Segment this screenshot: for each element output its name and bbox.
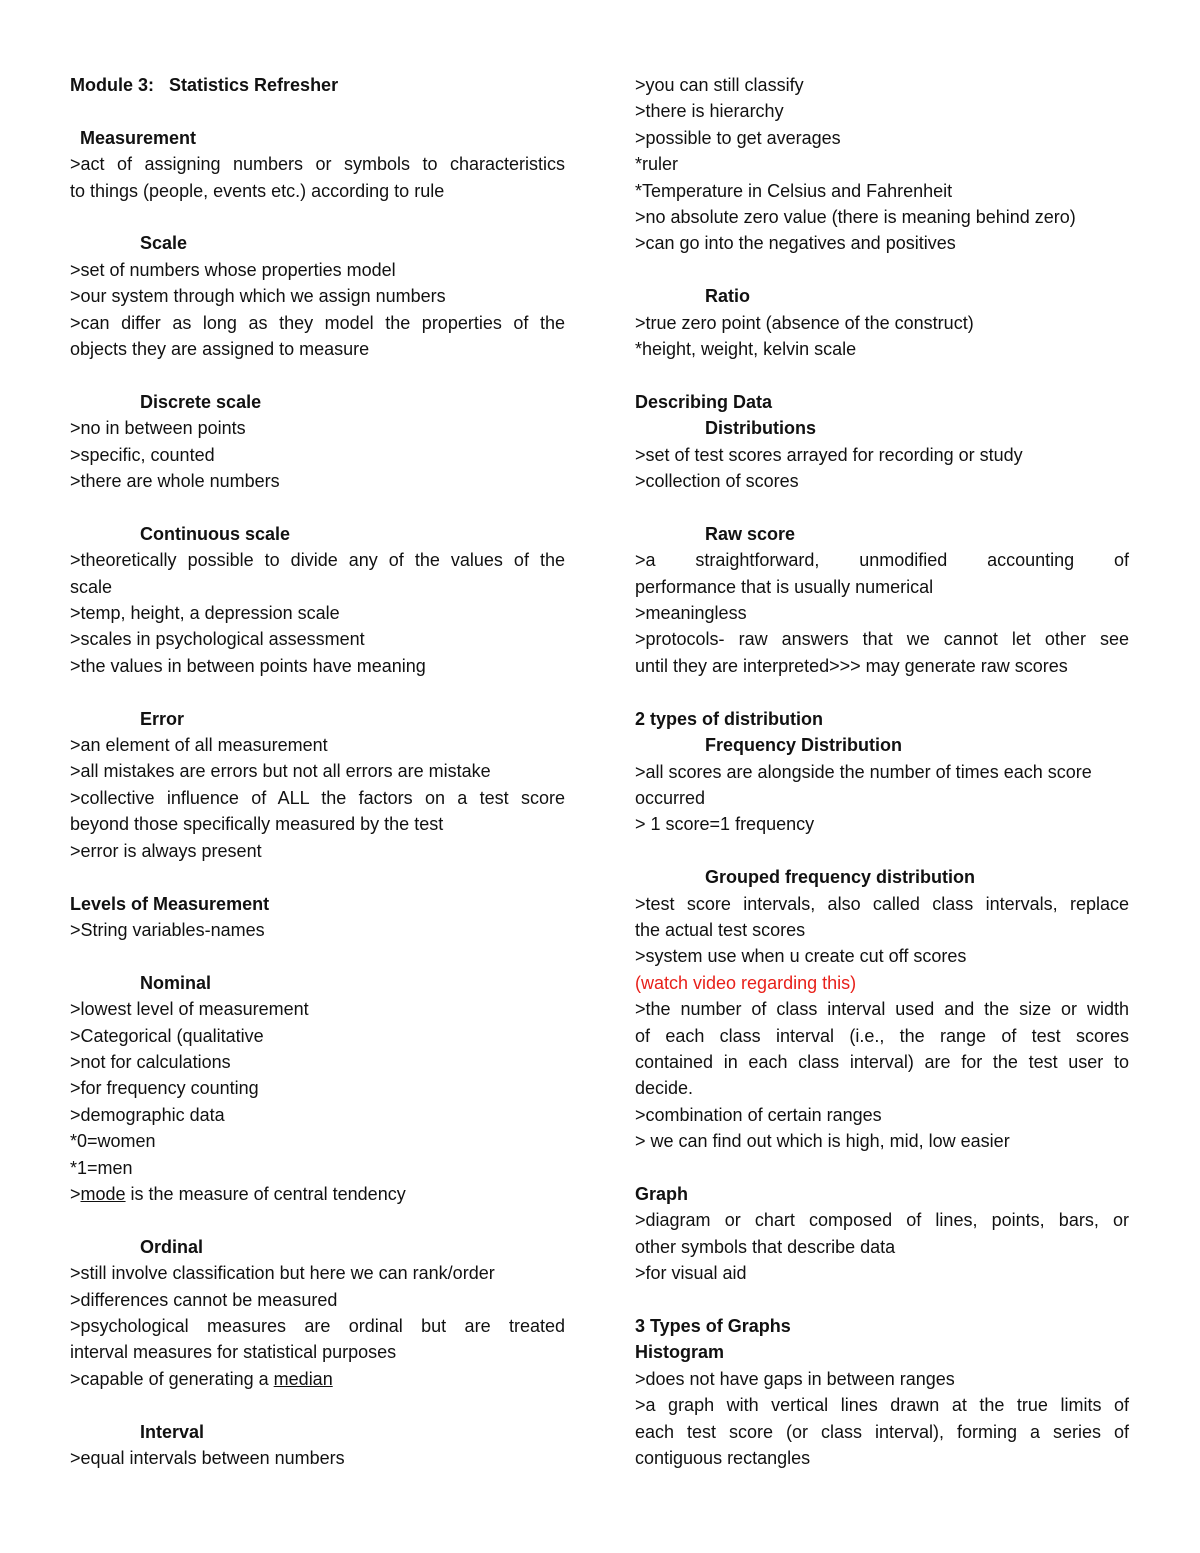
text-line: contiguous rectangles [635,1448,811,1469]
text-line: >demographic data [70,1104,225,1125]
text-line: >no in between points [70,418,246,439]
text-line: >lowest level of measurement [70,999,309,1020]
text-line: >you can still classify [635,75,804,95]
text-line-median [70,1366,565,1392]
text-line: >collection of scores [635,471,799,492]
text-line: >a graph with vertical lines drawn at the true limits of [635,1395,1129,1416]
text-line: >protocols- raw answers that we cannot let other see [635,629,1129,650]
subheading-frequency-distribution: Frequency Distribution [705,735,903,756]
text-line: >psychological measures are ordinal but are treated [70,1315,565,1336]
text-line: >set of test scores arrayed for recording or study [635,444,1023,465]
text-line: until they are interpreted>>> may generate raw scores [635,655,1068,676]
text-line: >Categorical (qualitative [70,1025,264,1046]
text-line: of each class interval (i.e., the range of test scores [635,1025,1129,1046]
text-line: >our system through which we assign numbers [70,286,446,307]
text-line: >meaningless [635,603,747,624]
heading-interval: Interval [140,1421,205,1442]
text-fragment: >capable of generating a [70,1368,274,1389]
heading-discrete-scale: Discrete scale [140,391,262,412]
text-line: contained in each class interval) are for the test user to [635,1051,1129,1072]
text-line: >combination of certain ranges [635,1104,882,1125]
text-line: *Temperature in Celsius and Fahrenheit [635,180,953,201]
heading-raw-score: Raw score [705,523,796,544]
heading-measurement: Measurement [80,127,197,148]
text-line: to things (people, events etc.) according to rule [70,180,445,201]
text-line: objects they are assigned to measure [70,339,370,360]
text-line: beyond those specifically measured by the test [70,814,444,835]
heading-scale: Scale [140,233,188,254]
text-fragment: > [70,1183,81,1204]
text-line: >specific, counted [70,444,215,465]
heading-graph: Graph [635,1183,689,1204]
heading-types-of-graphs: 3 Types of Graphs [635,1315,791,1336]
text-line: >possible to get averages [635,127,841,148]
heading-grouped-frequency-distribution: Grouped frequency distribution [705,867,976,888]
text-line: >for frequency counting [70,1078,259,1099]
text-line: >still involve classification but here we can rank/order [70,1263,495,1284]
right-column [635,72,1129,1471]
text-line: >the values in between points have meaning [70,655,426,676]
text-line: >there is hierarchy [635,101,784,122]
heading-ratio: Ratio [705,286,750,307]
heading-nominal: Nominal [140,972,212,993]
text-line: other symbols that describe data [635,1236,896,1257]
text-line: *height, weight, kelvin scale [635,339,857,360]
document-title: Module 3: Statistics Refresher [70,75,339,95]
text-line: >system use when u create cut off scores [635,946,967,967]
text-line: scale [70,576,113,597]
subheading-histogram: Histogram [635,1342,725,1363]
text-line: >error is always present [70,840,262,861]
text-line: >can differ as long as they model the properties of the [70,312,565,333]
text-line: >a straightforward, unmodified accounting of [635,550,1129,571]
text-line: >the number of class interval used and the size or width [635,999,1129,1020]
underlined-term-median: median [273,1368,333,1389]
text-line: >set of numbers whose properties model [70,259,396,280]
text-line: >temp, height, a depression scale [70,603,340,624]
text-line: >act of assigning numbers or symbols to characteristics [70,154,565,175]
text-line: each test score (or class interval), forming a series of [635,1421,1129,1442]
text-line: >collective influence of ALL the factors on a test score [70,787,565,808]
text-line: >theoretically possible to divide any of the values of the [70,550,565,571]
text-line: >all scores are alongside the number of times each score [635,761,1092,782]
text-fragment: is the measure of central tendency [125,1183,406,1204]
text-line: interval measures for statistical purposes [70,1342,397,1363]
text-line: >diagram or chart composed of lines, points, bars, or [635,1210,1129,1231]
note-watch-video: (watch video regarding this) [635,972,857,993]
text-line: >can go into the negatives and positives [635,233,956,254]
text-line: the actual test scores [635,919,806,940]
text-line: > 1 score=1 frequency [635,814,815,835]
text-line: >differences cannot be measured [70,1289,338,1310]
text-line: >no absolute zero value (there is meaning behind zero) [635,207,1076,228]
text-line: decide. [635,1078,694,1099]
text-line: *ruler [635,154,679,175]
text-line: >test score intervals, also called class intervals, replace [635,893,1129,914]
text-line: occurred [635,787,706,808]
text-line: >equal intervals between numbers [70,1447,345,1468]
text-line: >all mistakes are errors but not all errors are mistake [70,761,491,782]
text-line: *0=women [70,1131,156,1152]
text-line: > we can find out which is high, mid, low easier [635,1131,1010,1152]
text-line: >does not have gaps in between ranges [635,1368,955,1389]
left-column [70,72,565,1471]
subheading-distributions: Distributions [705,418,816,439]
heading-describing-data: Describing Data [635,391,773,412]
heading-continuous-scale: Continuous scale [140,523,291,544]
heading-types-of-distribution: 2 types of distribution [635,708,824,729]
text-line: >there are whole numbers [70,471,280,492]
heading-ordinal: Ordinal [140,1236,204,1257]
text-line: >not for calculations [70,1051,231,1072]
text-line: >for visual aid [635,1263,747,1284]
text-line-mode [70,1181,565,1207]
text-line: >true zero point (absence of the construct) [635,312,974,333]
underlined-term-mode: mode [80,1183,126,1204]
text-line: >scales in psychological assessment [70,629,365,650]
text-line: *1=men [70,1157,133,1178]
text-line: >String variables-names [70,919,265,940]
heading-error: Error [140,708,185,729]
heading-levels-of-measurement: Levels of Measurement [70,893,270,914]
text-line: >an element of all measurement [70,735,328,756]
text-line: performance that is usually numerical [635,576,934,597]
